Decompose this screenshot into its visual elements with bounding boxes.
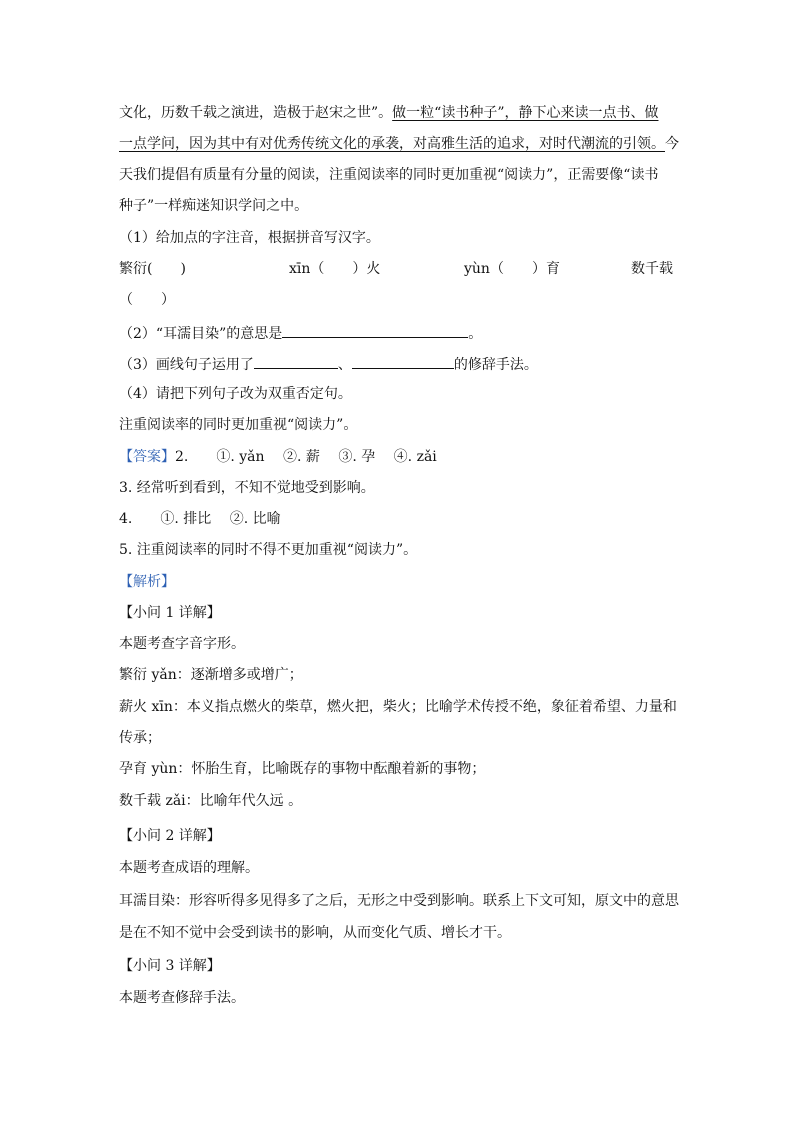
analysis-1-line-3: 传承； xyxy=(119,730,161,746)
passage-line-3: 天我们提倡有质量有分量的阅读，注重阅读率的同时更加重视“阅读力”，正需要像“读书 xyxy=(119,167,659,183)
q3-blank-1[interactable] xyxy=(254,354,338,369)
analysis-label: 【解析】 xyxy=(119,574,175,590)
q3-sep: 、 xyxy=(337,357,352,373)
analysis-2-line-2: 是在不知不觉中会受到读书的影响，从而变化气质、增长才干。 xyxy=(119,925,511,941)
answer-line-4: 4. ①. 排比 ②. 比喻 xyxy=(119,511,281,527)
passage-line-2 xyxy=(119,135,679,153)
q1-item-2: xīn（ ）火 xyxy=(289,261,381,277)
q1-item-3: yùn（ ）育 xyxy=(464,261,560,277)
answer-line-2 xyxy=(119,448,437,466)
answer-label: 【答案】 xyxy=(119,449,175,465)
analysis-1-line-5: 数千载 zǎi：比喻年代久远 。 xyxy=(119,793,303,809)
q1-item-1: 繁衍( ) xyxy=(119,261,186,277)
underlined-sentence: 一点学问，因为其中有对优秀传统文化的承袭，对高雅生活的追求，对时代潮流的引领。 xyxy=(119,136,665,152)
underlined-sentence: 做一粒“读书种子”，静下心来读一点书、做 xyxy=(392,105,659,121)
analysis-3-intro: 本题考查修辞手法。 xyxy=(119,990,245,1006)
q3-text: （3）画线句子运用了 xyxy=(119,357,254,373)
analysis-1-line-2: 薪火 xīn：本义指点燃火的柴草，燃火把，柴火；比喻学术传授不绝，象征着希望、力量和 xyxy=(119,699,677,715)
analysis-1-line-4: 孕育 yùn：怀胎生育，比喻既存的事物中酝酿着新的事物； xyxy=(119,761,486,777)
subquestion-3-heading: 【小问 3 详解】 xyxy=(119,958,221,974)
q2-text: （2）“耳濡目染”的意思是 xyxy=(119,326,283,342)
question-4-sentence: 注重阅读率的同时更加重视“阅读力”。 xyxy=(119,417,358,433)
answer-line-3: 3. 经常听到看到，不知不觉地受到影响。 xyxy=(119,480,375,496)
passage-text: 文化，历数千载之演进，造极于赵宋之世”。 xyxy=(119,105,393,121)
analysis-1-intro: 本题考查字音字形。 xyxy=(119,636,245,652)
subquestion-2-heading: 【小问 2 详解】 xyxy=(119,828,221,844)
q3-tail: 的修辞手法。 xyxy=(453,357,538,373)
q1-item-4: 数千载 xyxy=(631,261,673,277)
question-4: （4）请把下列句子改为双重否定句。 xyxy=(119,386,352,402)
q2-period: 。 xyxy=(468,326,483,342)
passage-line-4: 种子”一样痴迷知识学问之中。 xyxy=(119,198,309,214)
q3-blank-2[interactable] xyxy=(352,354,454,369)
subquestion-1-heading: 【小问 1 详解】 xyxy=(119,605,221,621)
question-1: （1）给加点的字注音，根据拼音写汉字。 xyxy=(119,230,380,246)
answer-line-5: 5. 注重阅读率的同时不得不更加重视“阅读力”。 xyxy=(119,542,418,558)
question-2 xyxy=(119,323,482,343)
passage-line-1 xyxy=(119,104,658,122)
q2-answer-blank[interactable] xyxy=(282,323,468,338)
analysis-2-intro: 本题考查成语的理解。 xyxy=(119,860,259,876)
analysis-1-line-1: 繁衍 yǎn：逐渐增多或增广； xyxy=(119,667,303,683)
passage-text: 今 xyxy=(665,136,679,152)
q1-last-blank: （ ） xyxy=(119,292,175,308)
answer-2: 2. ①. yǎn ②. 薪 ③. 孕 ④. zǎi xyxy=(175,449,437,465)
question-3 xyxy=(119,354,538,374)
analysis-2-line-1: 耳濡目染：形容听得多见得多了之后，无形之中受到影响。联系上下文可知，原文中的意思 xyxy=(119,893,679,909)
